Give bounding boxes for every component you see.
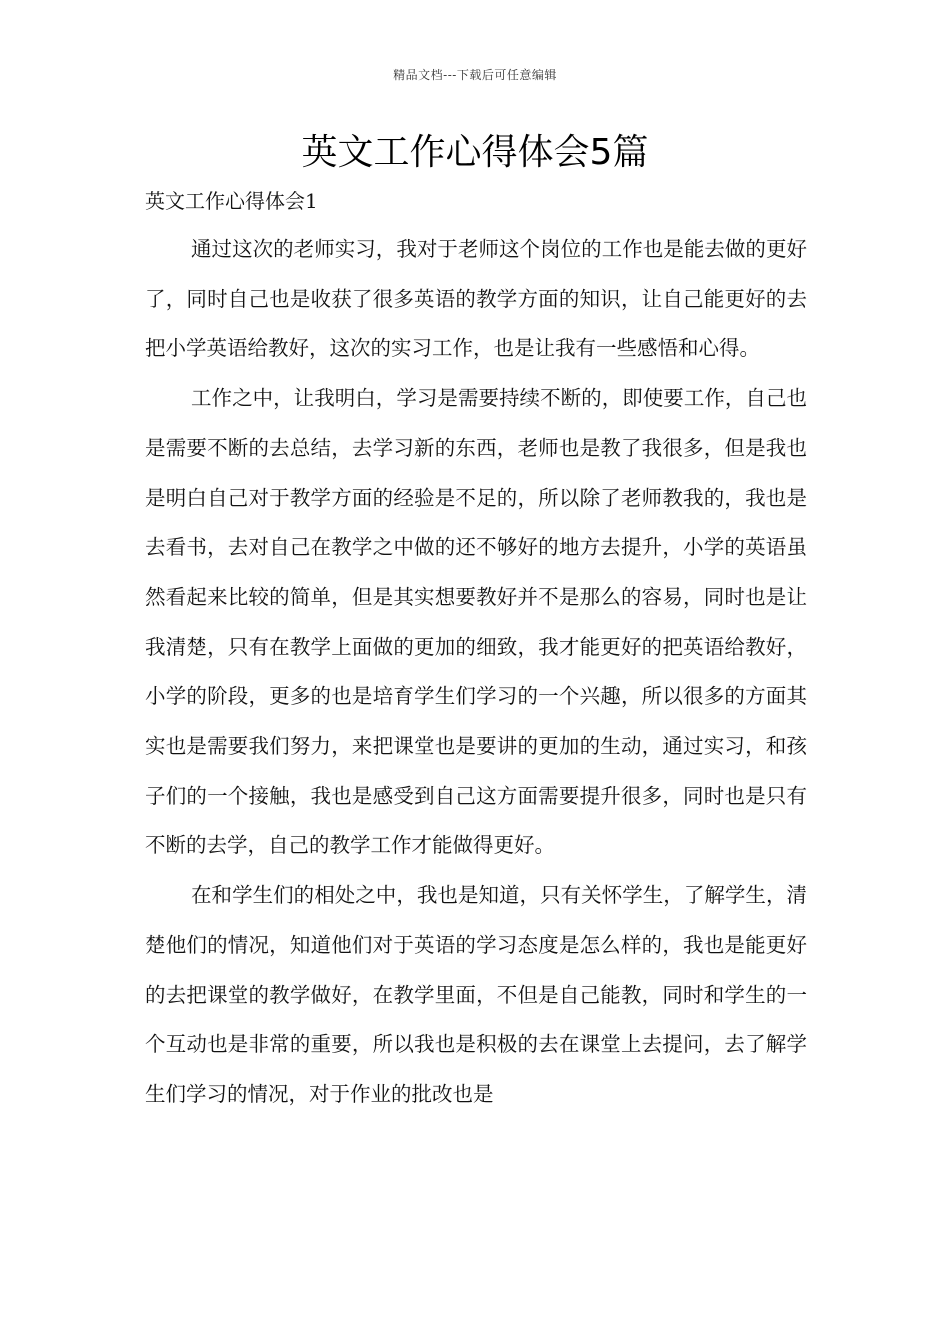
document-body <box>145 225 807 1120</box>
section-heading: 英文工作心得体会1 <box>145 189 318 213</box>
paragraph: 工作之中，让我明白，学习是需要持续不断的，即使要工作，自己也是需要不断的去总结，去学习新的东西，老师也是教了我很多，但是我也是明白自己对于教学方面的经验是不足的，所以除了老师教我的，我也是去看书，去对自己在教学之中做的还不够好的地方去提升，小学的英语虽然看起来比较的简单，但是其实想要教好并不是那么的容易，同时也是让我清楚，只有在教学上面做的更加的细致，我才能更好的把英语给教好，小学的阶段，更多的也是培育学生们学习的一个兴趣，所以很多的方面其实也是需要我们努力，来把课堂也是要讲的更加的生动，通过实习，和孩子们的一个接触，我也是感受到自己这方面需要提升很多，同时也是只有不断的去学，自己的教学工作才能做得更好。 <box>145 386 807 858</box>
document-title: 英文工作心得体会5篇 <box>301 132 649 173</box>
paragraph: 在和学生们的相处之中，我也是知道，只有关怀学生，了解学生，清楚他们的情况，知道他们对于英语的学习态度是怎么样的，我也是能更好的去把课堂的教学做好，在教学里面，不但是自己能教，同时和学生的一个互动也是非常的重要，所以我也是积极的去在课堂上去提问，去了解学生们学习的情况，对于作业的批改也是 <box>145 883 807 1106</box>
paragraph: 通过这次的老师实习，我对于老师这个岗位的工作也是能去做的更好了，同时自己也是收获了很多英语的教学方面的知识，让自己能更好的去把小学英语给教好，这次的实习工作，也是让我有一些感悟和心得。 <box>145 237 807 361</box>
header-note: 精品文档---下载后可任意编辑 <box>393 68 557 82</box>
